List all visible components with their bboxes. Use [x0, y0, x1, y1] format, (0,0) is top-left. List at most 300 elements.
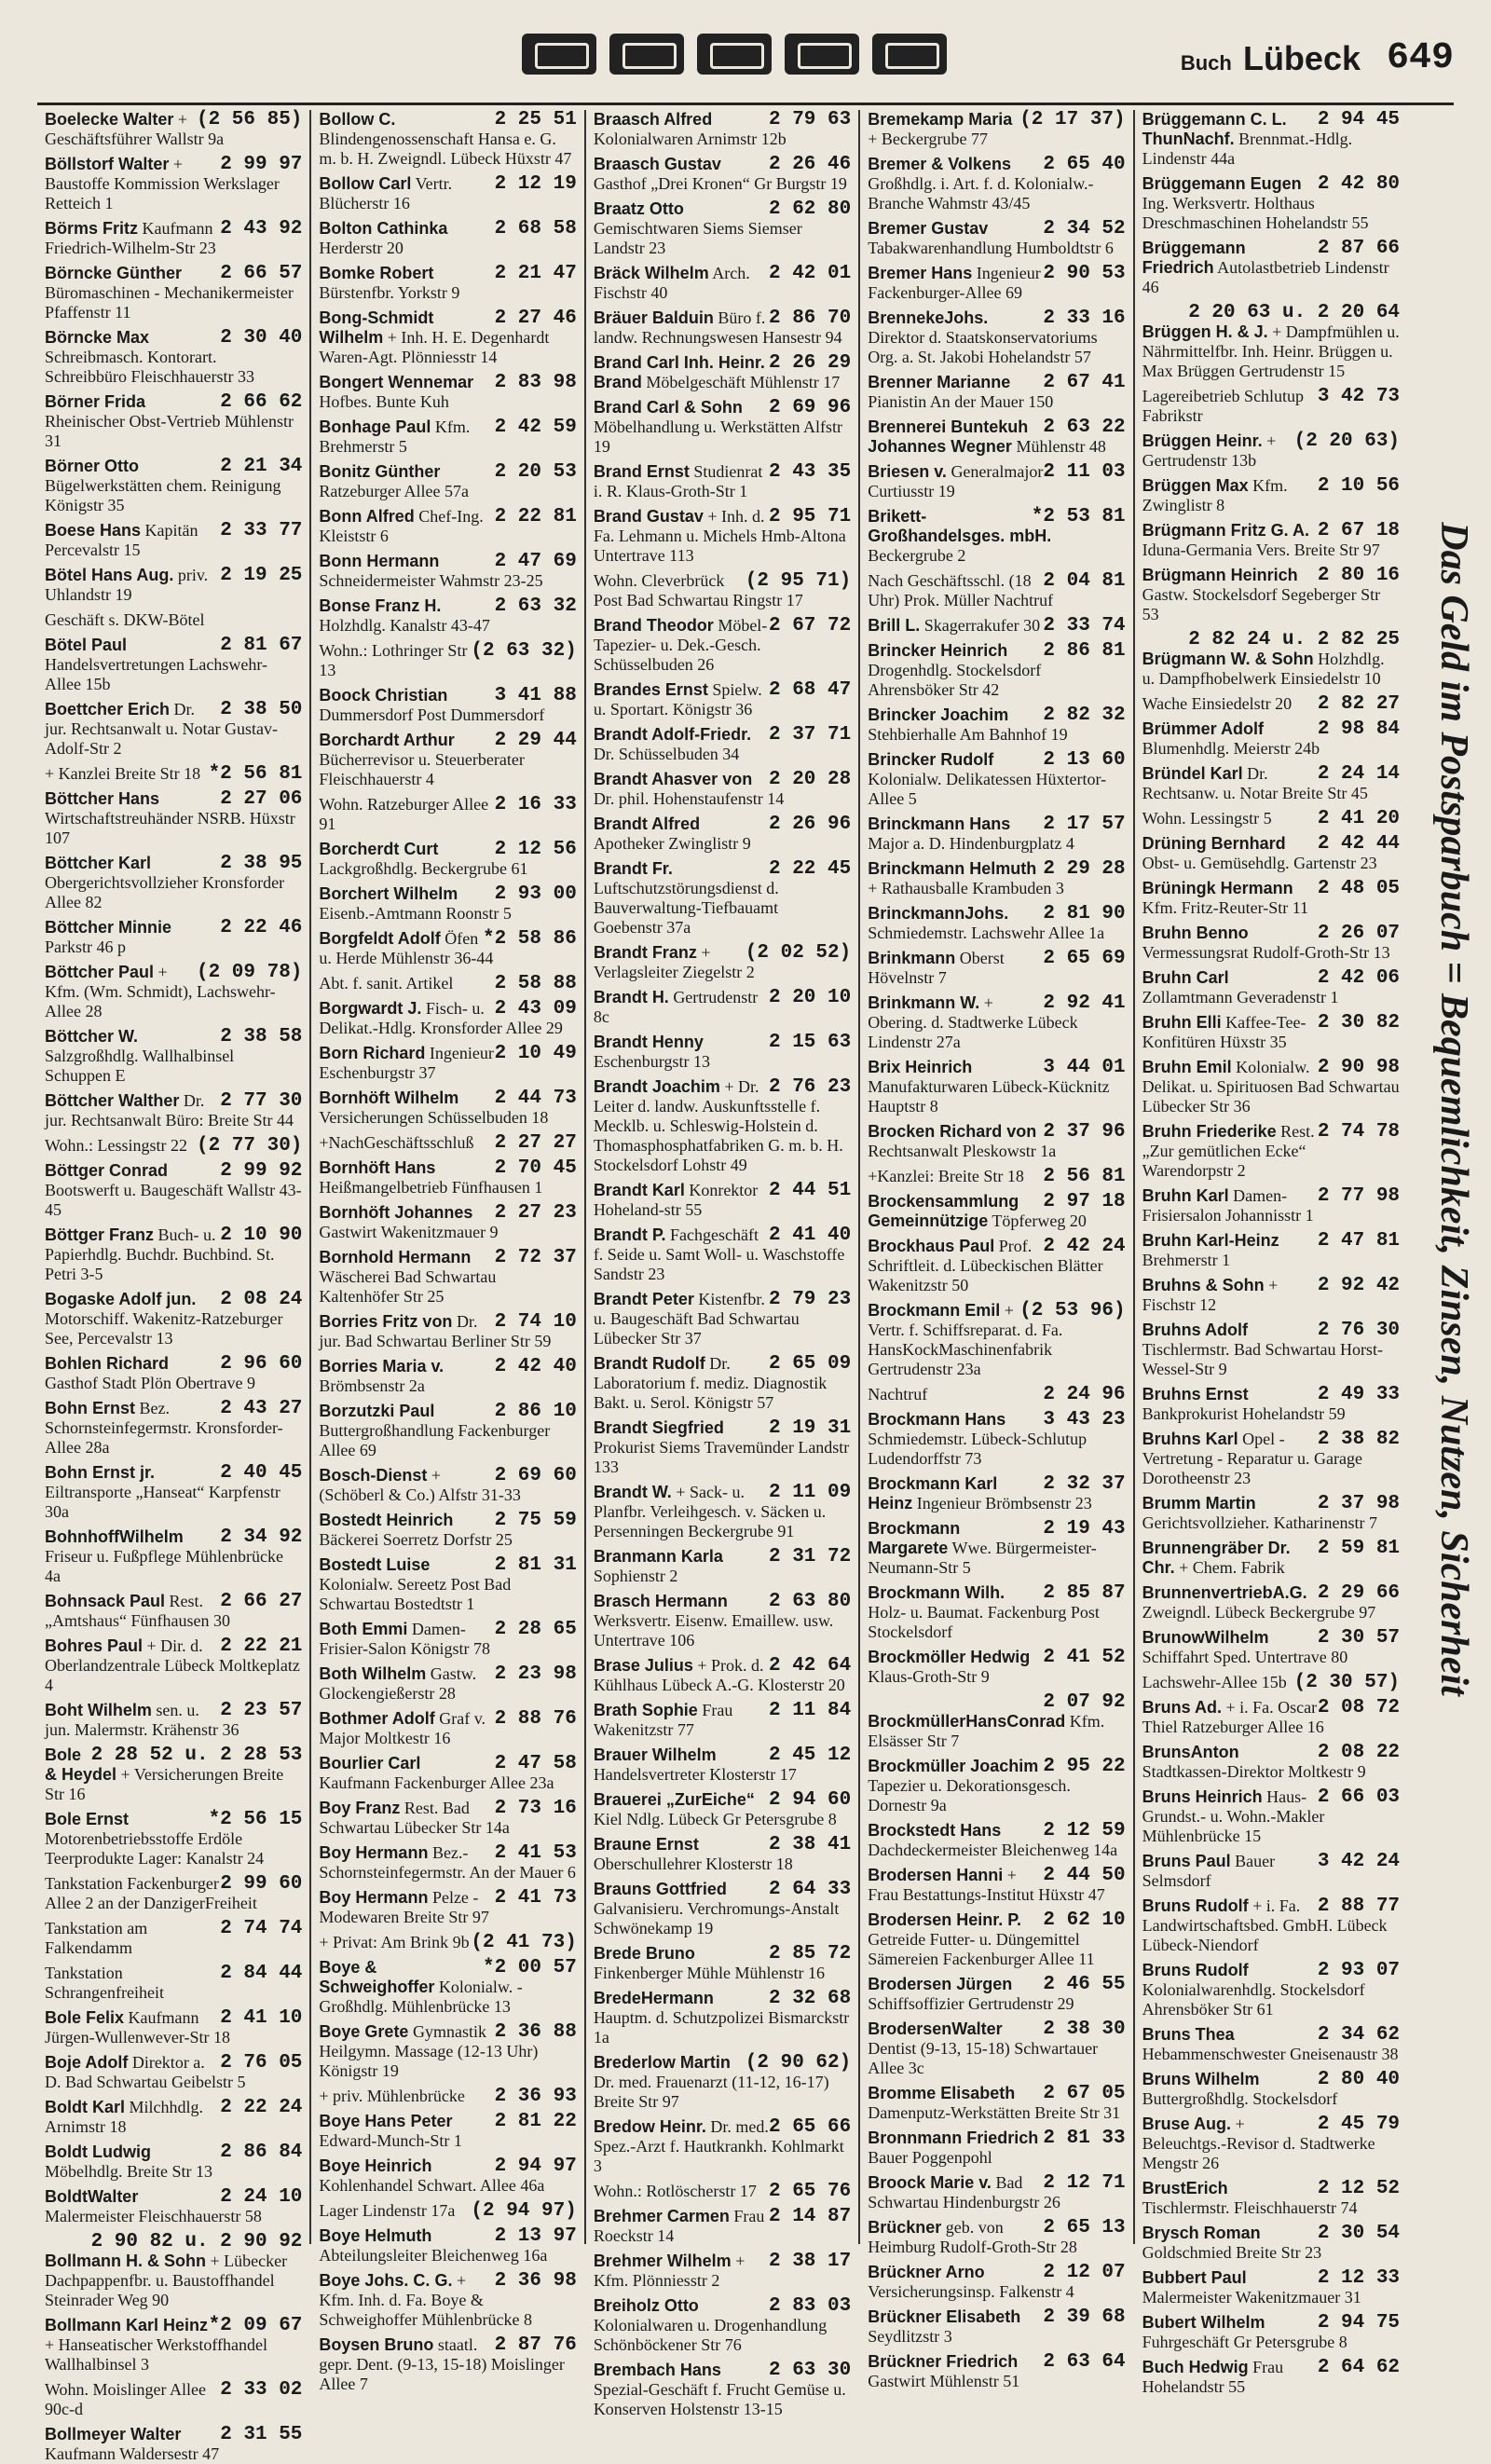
entry-text: Vertr. Blücherstr 16	[319, 174, 453, 212]
entry-text: Wohn.: Rotlöscherstr 17	[593, 2182, 757, 2200]
directory-entry	[1142, 1673, 1400, 1692]
entry-name: Bongert Wennemar	[319, 373, 474, 391]
entry-text: Spielw. u. Sportart. Königstr 36	[593, 680, 762, 719]
entry-phone: 2 11 09	[769, 1482, 852, 1503]
directory-entry	[868, 2307, 1125, 2347]
entry-text: Wohn. Lessingstr 5	[1142, 809, 1272, 828]
entry-name: Brockensammlung Gemeinnützige	[868, 1192, 1019, 1230]
entry-phone: (2 95 71)	[745, 570, 852, 592]
entry-text: Wohn. Moislinger Allee 90c-d	[45, 2380, 207, 2418]
entry-name: Brinkmann W.	[868, 993, 980, 1012]
entry-text: Eisenb.-Amtmann Roonstr 5	[319, 904, 512, 923]
entry-text: Lackgroßhdlg. Beckergrube 61	[319, 859, 528, 878]
entry-phone: 2 63 32	[494, 595, 577, 617]
directory-entry	[319, 219, 576, 258]
entry-phone: 2 65 09	[769, 1353, 852, 1375]
entry-name: Brockhaus Paul	[868, 1237, 995, 1255]
directory-entry	[319, 840, 576, 879]
entry-text: + Kfm. Plönniesstr 2	[593, 2252, 746, 2290]
entry-phone: 2 92 42	[1317, 1275, 1401, 1296]
directory-entry	[1142, 2268, 1400, 2307]
directory-entry	[594, 725, 851, 764]
directory-entry	[1142, 566, 1400, 624]
entry-text: Graf v. Major Moltkestr 16	[319, 1709, 486, 1747]
entry-text: Skagerrakufer 30	[923, 616, 1041, 635]
directory-entry	[594, 1290, 851, 1348]
entry-name: Brandt Rudolf	[593, 1354, 705, 1373]
directory-entry	[319, 2335, 576, 2394]
entry-name: Boye Johs. C. G.	[319, 2271, 453, 2290]
entry-phone: 2 23 57	[220, 1700, 303, 1721]
entry-name: Brederlow Martin	[593, 2053, 731, 2072]
entry-text: Kfm. Zwinglistr 8	[1142, 476, 1288, 514]
entry-phone: 2 81 31	[494, 1554, 577, 1576]
entry-phone: 2 38 58	[220, 1026, 303, 1047]
entry-name: Brandt Franz	[593, 943, 697, 962]
entry-text: Handelsvertreter Klosterstr 17	[593, 1765, 797, 1784]
entry-text: + Beleuchtgs.-Revisor d. Stadtwerke Mengstr 26	[1142, 2115, 1375, 2172]
entry-text: Versicherungsinsp. Falkenstr 4	[868, 2282, 1074, 2301]
entry-name: Bonn Hermann	[319, 552, 440, 570]
entry-name: Brandt Karl	[593, 1181, 685, 1199]
entry-text: Heißmangelbetrieb Fünfhausen 1	[319, 1178, 543, 1197]
entry-name: Brügmann W. & Sohn	[1142, 650, 1314, 668]
entry-name: Brüggen H. & J.	[1142, 322, 1268, 341]
entry-name: Brockmann Margarete	[868, 1519, 961, 1557]
entry-phone: 2 24 10	[220, 2186, 303, 2208]
entry-name: Böttger Franz	[45, 1225, 154, 1244]
directory-entry	[594, 770, 851, 809]
entry-name: Bötel Paul	[45, 636, 128, 654]
directory-entry	[319, 462, 576, 501]
directory-entry	[45, 1592, 302, 1631]
directory-entry	[868, 2352, 1125, 2391]
entry-phone: 2 22 21	[220, 1636, 303, 1657]
entry-name: Bruns Ad.	[1142, 1698, 1222, 1717]
entry-name: Boldt Ludwig	[45, 2142, 151, 2161]
entry-text: + Kfm. (Wm. Schmidt), Lachswehr-Allee 28	[45, 963, 276, 1020]
entry-text: Generalmajor Curtiusstr 19	[868, 462, 1044, 500]
entry-name: Brase Julius	[593, 1656, 693, 1675]
entry-phone: 2 40 45	[220, 1462, 303, 1484]
entry-name: Brincker Rudolf	[868, 750, 994, 769]
directory-entry	[319, 795, 576, 834]
entry-name: Bonse Franz H.	[319, 596, 442, 615]
city-name: Lübeck	[1242, 39, 1361, 77]
directory-entry	[1142, 431, 1400, 471]
entry-name: Brückner Elisabeth	[868, 2307, 1021, 2326]
entry-name: Boje Adolf	[45, 2053, 129, 2072]
entry-text: Töpferweg 20	[992, 1211, 1087, 1230]
entry-text: Wohn. Cleverbrück Post Bad Schwartau Ringstr 17	[593, 571, 803, 609]
entry-name: Brückner Arno	[868, 2263, 985, 2281]
entry-text: Kolonialwaren Arnimstr 12b	[593, 130, 787, 148]
directory-entry	[1142, 521, 1400, 560]
entry-phone: 2 34 62	[1317, 2024, 1401, 2046]
entry-name: Breiholz Otto	[593, 2296, 699, 2315]
directory-entry	[594, 1354, 851, 1413]
page-header	[37, 28, 1454, 105]
entry-name: Brüningk Hermann	[1142, 879, 1293, 897]
entry-text: Buttergroßhdlg. Stockelsdorf	[1142, 2089, 1338, 2108]
entry-phone: 2 95 71	[769, 506, 852, 527]
entry-name: Borries Fritz von	[319, 1312, 453, 1331]
entry-phone: 2 38 17	[769, 2251, 852, 2272]
entry-name: Brauns Gottfried	[593, 1880, 727, 1898]
directory-entry	[1142, 1013, 1400, 1052]
directory-entry	[868, 1519, 1125, 1578]
directory-entry	[319, 264, 576, 303]
directory-entry	[45, 155, 302, 213]
directory-entry	[45, 457, 302, 515]
entry-text: Schiffsoffizier Gertrudenstr 29	[868, 1994, 1074, 2013]
entry-text: Wohn. Ratzeburger Allee 91	[319, 795, 489, 833]
entry-phone: 2 26 07	[1317, 923, 1401, 944]
entry-text: Tabakwarenhandlung Humboldtstr 6	[868, 239, 1114, 257]
entry-text: + Beckergrube 77	[868, 130, 988, 148]
directory-column-2	[311, 109, 585, 2393]
entry-name: Brasch Hermann	[593, 1592, 728, 1610]
entry-text: Öfen u. Herde Mühlenstr 36-44	[319, 929, 494, 967]
entry-text: Versicherungen Schüsselbuden 18	[319, 1108, 549, 1127]
entry-name: Bruns Paul	[1142, 1852, 1231, 1870]
entry-text: Apotheker Zwinglistr 9	[593, 834, 751, 853]
entry-name: Bruns Rudolf	[1142, 1896, 1249, 1915]
entry-name: Bromme Elisabeth	[868, 2084, 1016, 2102]
entry-phone: 2 90 53	[1043, 263, 1126, 284]
entry-text: Kfm. Elsässer Str 7	[868, 1712, 1105, 1750]
purse-icon	[872, 34, 947, 75]
entry-text: Obst- u. Gemüsehdlg. Gartenstr 23	[1142, 854, 1377, 872]
entry-text: Kaufmann Jürgen-Wullenwever-Str 18	[45, 2008, 231, 2046]
directory-entry	[319, 308, 576, 367]
directory-entry	[319, 418, 576, 457]
entry-phone: 2 42 64	[769, 1655, 852, 1677]
entry-text: Obergerichtsvollzieher Kronsforder Allee 82	[45, 873, 285, 911]
directory-entry	[868, 462, 1125, 501]
entry-name: Bollow C.	[319, 110, 396, 129]
entry-phone: 2 12 52	[1317, 2178, 1401, 2199]
directory-entry	[1142, 924, 1400, 963]
entry-text: Wohn.: Lothringer Str 13	[319, 641, 468, 679]
entry-phone: 2 68 58	[494, 218, 577, 240]
entry-name: Brückner Friedrich	[868, 2352, 1019, 2371]
entry-name: Bruhns Adolf	[1142, 1321, 1248, 1339]
entry-text: Wirtschaftstreuhänder NSRB. Hüxstr 107	[45, 809, 295, 847]
entry-phone: 2 34 52	[1043, 218, 1126, 240]
directory-entry	[868, 993, 1125, 1052]
entry-name: Bonitz Günther	[319, 462, 441, 481]
entry-text: Stadtkassen-Direktor Moltkestr 9	[1142, 1762, 1366, 1781]
directory-entry	[1142, 1698, 1400, 1737]
entry-phone: 2 87 66	[1317, 238, 1401, 259]
entry-name: Boy Hermann	[319, 1843, 429, 1862]
handbag-icon	[609, 34, 684, 75]
entry-phone: 2 46 55	[1043, 1974, 1126, 1995]
entry-text: Idunа-Germania Vers. Breite Str 97	[1142, 541, 1380, 559]
entry-text: + Prok. d. Kühlhaus Lübeck A.-G. Klosterstr 20	[593, 1656, 845, 1694]
entry-name: Both Wilhelm	[319, 1664, 427, 1683]
directory-entry	[319, 1248, 576, 1307]
entry-text: Kaufmann Waldersestr 47	[45, 2444, 220, 2463]
entry-text: Zweigndl. Lübeck Beckergrube 97	[1142, 1603, 1376, 1622]
entry-phone: 2 30 54	[1317, 2223, 1401, 2244]
entry-name: Bräck Wilhelm	[593, 264, 709, 282]
entry-text: Stehbierhalle Am Bahnhof 19	[868, 725, 1068, 744]
entry-phone: 2 42 44	[1317, 833, 1401, 855]
entry-text: Parkstr 46 p	[45, 938, 126, 956]
directory-entry	[1142, 1539, 1400, 1578]
entry-name: Brembach Hans	[593, 2361, 721, 2379]
directory-entry	[45, 1354, 302, 1393]
directory-entry	[868, 1301, 1125, 1379]
entry-text: Brömbsenstr 2a	[319, 1376, 425, 1395]
directory-entry	[1142, 1276, 1400, 1315]
entry-text: Direktor d. Staatskonservatoriums Org. a. St. Jakobi Hohelandstr 57	[868, 328, 1098, 366]
directory-entry	[868, 418, 1125, 457]
directory-entry	[319, 1466, 576, 1505]
entry-phone: 2 77 98	[1317, 1185, 1401, 1207]
directory-entry	[868, 1866, 1125, 1905]
entry-name: Bruns Heinrich	[1142, 1787, 1263, 1806]
directory-entry	[319, 1620, 576, 1659]
entry-text: Kfm. Brehmerstr 5	[319, 418, 471, 456]
entry-phone: 2 93 07	[1317, 1960, 1401, 1981]
directory-entry	[319, 596, 576, 636]
entry-text: Bauer Selmsdorf	[1142, 1852, 1276, 1890]
entry-phone: 2 80 40	[1317, 2069, 1401, 2090]
entry-name: BrunnenvertriebA.G.	[1142, 1583, 1307, 1602]
entry-phone: (2 02 52)	[745, 942, 852, 964]
entry-name: Bruhn Elli	[1142, 1013, 1222, 1032]
entry-text: Chef-Ing. Kleiststr 6	[319, 507, 484, 545]
entry-name: Brandt P.	[593, 1225, 666, 1244]
entry-phone: 2 66 03	[1317, 1786, 1401, 1808]
entry-text: Schmiedemstr. Lübeck-Schlutup Ludendorffstr 73	[868, 1430, 1087, 1468]
directory-entry	[319, 1664, 576, 1704]
entry-phone: 2 63 80	[769, 1591, 852, 1612]
entry-phone: 2 38 41	[769, 1834, 852, 1855]
entry-phone: 2 29 28	[1043, 858, 1126, 880]
entry-text: + priv. Mühlenbrücke	[319, 2087, 465, 2105]
entry-phone: 2 27 27	[494, 1132, 577, 1154]
entry-phone: 2 30 40	[220, 327, 303, 349]
entry-phone: 2 41 73	[494, 1887, 577, 1909]
entry-name: Bollmeyer Walter	[45, 2425, 182, 2443]
entry-name: Brauerei „ZurEiche“	[593, 1790, 755, 1809]
directory-entry	[594, 1656, 851, 1695]
entry-text: Bäckerei Soerretz Dorfstr 25	[319, 1530, 513, 1549]
entry-text: Mühlenstr 48	[1016, 437, 1106, 456]
entry-name: Brenner Marianne	[868, 373, 1011, 391]
entry-phone: 2 31 55	[220, 2424, 303, 2445]
directory-entry	[868, 1385, 1125, 1404]
entry-name: Brockmann Emil	[868, 1301, 1001, 1320]
directory-entry	[868, 2019, 1125, 2078]
entry-phone: *2 09 67	[208, 2315, 303, 2336]
directory-entry	[868, 2129, 1125, 2168]
entry-phone: 2 63 30	[769, 2360, 852, 2381]
entry-phone: (2 63 32)	[471, 640, 577, 662]
entry-name: Brandt W.	[593, 1483, 672, 1501]
entry-phone: 2 79 63	[769, 109, 852, 130]
directory-entry	[319, 1888, 576, 1927]
entry-phone: 2 83 98	[494, 372, 577, 393]
entry-name: Böttcher Walther	[45, 1091, 180, 1110]
entry-phone: 2 87 76	[494, 2334, 577, 2356]
entry-phone: 2 67 18	[1317, 520, 1401, 541]
entry-phone: 2 56 81	[1043, 1166, 1126, 1187]
directory-entry	[594, 1225, 851, 1284]
entry-text: + Gertrudenstr 13b	[1142, 431, 1277, 470]
entry-phone: 2 65 66	[769, 2116, 852, 2138]
entry-text: Damen-Frisier-Salon Königstr 78	[319, 1620, 491, 1658]
directory-entry	[1142, 303, 1400, 381]
entry-phone: 2 12 33	[1317, 2267, 1401, 2289]
entry-name: Bruhn Friederike	[1142, 1122, 1277, 1141]
directory-entry	[45, 392, 302, 451]
entry-text: Edward-Munch-Str 1	[319, 2131, 462, 2150]
entry-phone: 2 70 45	[494, 1157, 577, 1179]
wallet-icon	[785, 34, 859, 75]
directory-entry	[1142, 1385, 1400, 1424]
directory-entry	[1142, 2313, 1400, 2352]
directory-entry	[45, 1745, 302, 1804]
entry-text: Eiltransporte „Hanseat“ Karpfenstr 30a	[45, 1483, 280, 1521]
entry-phone: 2 67 05	[1043, 2083, 1126, 2104]
entry-name: Drüning Bernhard	[1142, 834, 1286, 853]
entry-phone: 2 80 16	[1317, 565, 1401, 586]
directory-entry	[1142, 1186, 1400, 1225]
entry-phone: 2 19 43	[1043, 1518, 1126, 1540]
entry-text: Seydlitzstr 3	[868, 2327, 952, 2346]
directory-entry	[319, 1555, 576, 1614]
directory-entry	[594, 1418, 851, 1477]
entry-phone: *2 58 86	[482, 928, 577, 950]
entry-text: Kolonialw. - Großhdlg. Mühlenbrücke 13	[319, 1978, 523, 2016]
entry-phone: 2 44 73	[494, 1088, 577, 1109]
directory-entry	[45, 2232, 302, 2310]
entry-text: Hebammenschwester Gneisenaustr 38	[1142, 2045, 1399, 2063]
directory-entry	[868, 1975, 1125, 2014]
entry-text: Haus- Grundst.- u. Wohn.-Makler Mühlenbrücke 15	[1142, 1787, 1325, 1845]
entry-text: Brennmat.-Hdlg. Lindenstr 44a	[1142, 130, 1353, 168]
directory-entry	[594, 1592, 851, 1650]
directory-entry	[45, 636, 302, 694]
directory-entry	[594, 2182, 851, 2201]
entry-name: Both Emmi	[319, 1620, 408, 1638]
entry-phone: 2 17 57	[1043, 814, 1126, 835]
entry-text: + Inh. H. E. Degenhardt Waren-Agt. Plönniesstr 14	[319, 328, 550, 366]
directory-entry	[868, 2263, 1125, 2302]
entry-name: Bosch-Dienst	[319, 1466, 428, 1485]
entry-text: +NachGeschäftsschluß	[319, 1133, 474, 1152]
entry-phone: 2 66 27	[220, 1591, 303, 1612]
entry-phone: 2 94 75	[1317, 2312, 1401, 2334]
directory-entry	[868, 1821, 1125, 1860]
directory-entry	[1142, 1743, 1400, 1782]
entry-text: + Rathausballe Krambuden 3	[868, 879, 1064, 897]
entry-text: Büromaschinen - Mechanikermeister Pfaffenstr 11	[45, 283, 294, 322]
entry-text: Abt. f. sanit. Artikel	[319, 974, 454, 992]
entry-name: Böttcher Hans	[45, 789, 160, 808]
entry-phone: 2 41 20	[1317, 808, 1401, 829]
entry-phone: 2 75 59	[494, 1510, 577, 1531]
entry-phone: 2 73 16	[494, 1798, 577, 1819]
entry-name: Brocken Richard von	[868, 1122, 1037, 1141]
entry-phone: 2 08 22	[1317, 1742, 1401, 1763]
entry-text: + Fischstr 12	[1142, 1276, 1279, 1314]
entry-name: Bruns Thea	[1142, 2025, 1235, 2044]
entry-text: Gymnastik Heilgymn. Massage (12-13 Uhr) Königstr 19	[319, 2022, 539, 2080]
entry-name: Böllstorf Walter	[45, 155, 170, 173]
entry-name: Broock Marie v.	[868, 2173, 992, 2192]
entry-text: Dr. jur. Rechtsanwalt u. Notar Gustav-Adolf-Str 2	[45, 700, 278, 758]
entry-text: + Baustoffe Kommission Werkslager Retteich 1	[45, 155, 280, 212]
entry-text: Salzgroßhdlg. Wallhalbinsel Schuppen E	[45, 1047, 235, 1085]
entry-text: Kaufmann Fackenburger Allee 23a	[319, 1773, 554, 1792]
entry-name: Borchardt Arthur	[319, 731, 455, 749]
entry-text: Großhdlg. i. Art. f. d. Kolonialw.-Branche Wahmstr 43/45	[868, 174, 1094, 212]
directory-entry	[594, 943, 851, 982]
entry-text: Holzhdlg. u. Dampfhobelwerk Einsiedelstr 10	[1142, 650, 1385, 688]
directory-entry	[868, 641, 1125, 700]
padlock-icon	[522, 34, 596, 75]
directory-entry	[319, 552, 576, 591]
entry-name: Brincker Heinrich	[868, 641, 1008, 660]
entry-text: Gasthof Stadt Plön Obertrave 9	[45, 1374, 255, 1392]
entry-name: Brinckmann Hans	[868, 814, 1011, 833]
entry-phone: 2 88 76	[494, 1708, 577, 1730]
entry-name: Brodersen Jürgen	[868, 1975, 1013, 1993]
entry-phone: 2 98 84	[1317, 719, 1401, 740]
directory-entry	[594, 155, 851, 194]
entry-text: Milchhdlg. Arnimstr 18	[45, 2098, 204, 2136]
directory-entry	[868, 1237, 1125, 1295]
entry-text: sen. u. jun. Malermstr. Krähenstr 36	[45, 1701, 239, 1739]
entry-phone: 2 81 33	[1043, 2128, 1126, 2149]
entry-phone: 2 81 22	[494, 2111, 577, 2132]
entry-phone: 2 66 62	[220, 391, 303, 413]
directory-entry	[319, 1511, 576, 1550]
entry-phone: 2 34 92	[220, 1526, 303, 1548]
entry-name: BrinckmannJohs.	[868, 904, 1009, 923]
directory-entry	[1142, 1058, 1400, 1116]
entry-text: Wäscherei Bad Schwartau Kaltenhöfer Str 25	[319, 1267, 497, 1306]
entry-name: Bolton Cathinka	[319, 219, 448, 238]
entry-phone: 2 22 24	[220, 2097, 303, 2118]
entry-phone: 2 47 81	[1317, 1230, 1401, 1252]
entry-text: Bez.-Schornsteinfegermstr. An der Mauer 6	[319, 1843, 576, 1882]
entry-phone: 2 42 24	[1043, 1236, 1126, 1257]
directory-entry	[1142, 1122, 1400, 1181]
entry-name: Brinkmann	[868, 949, 956, 967]
entry-phone: 2 27 06	[220, 788, 303, 810]
directory-entry	[594, 110, 851, 149]
entry-phone: 2 33 77	[220, 520, 303, 541]
entry-phone: 2 12 71	[1043, 2172, 1126, 2194]
entry-phone: 2 07 92	[1043, 1691, 1126, 1713]
directory-entry	[319, 1958, 576, 2017]
entry-phone: (2 56 85)	[196, 109, 303, 130]
entry-text: Dr. med. Frauenarzt (11-12, 16-17) Breite Str 97	[593, 2073, 829, 2111]
directory-entry	[1142, 764, 1400, 803]
entry-text: Holz- u. Baumat. Fackenburg Post Stockelsdorf	[868, 1603, 1100, 1641]
directory-entry	[1142, 1321, 1400, 1379]
entry-name: Bremekamp Maria	[868, 110, 1013, 129]
entry-phone: 2 14 87	[769, 2206, 852, 2227]
entry-text: Bücherrevisor u. Steuerberater Fleischhauerstr 4	[319, 750, 525, 788]
